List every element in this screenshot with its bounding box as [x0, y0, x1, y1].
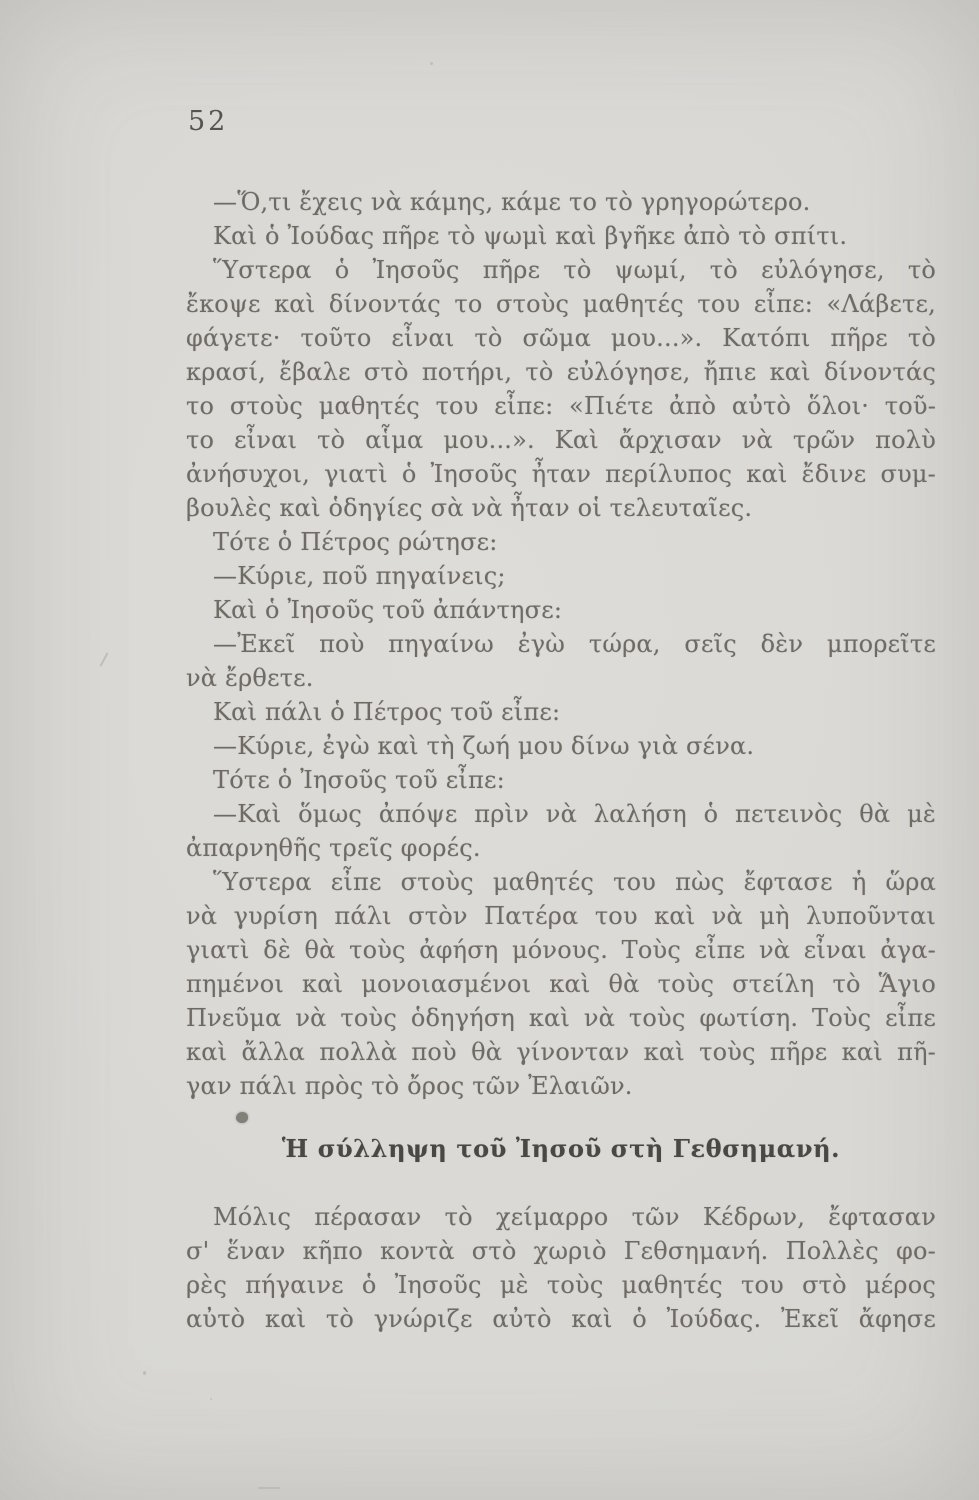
text-line: καὶ ἄλλα πολλὰ ποὺ θὰ γίνονταν καὶ τοὺς πῆρε καὶ πῆ-	[186, 1038, 936, 1066]
paper-speck	[430, 62, 433, 65]
paragraph	[186, 185, 936, 219]
text-line: —Κύριε, ἐγὼ καὶ τὴ ζωή μου δίνω γιὰ σένα.	[213, 732, 755, 760]
paragraph	[186, 695, 936, 729]
text-line: Καὶ ὁ Ἰησοῦς τοῦ ἀπάντησε:	[213, 596, 563, 624]
paragraph	[186, 559, 936, 593]
text-line: Ὕστερα εἶπε στοὺς μαθητές του πὼς ἔφτασε ἡ ὥρα	[213, 868, 936, 896]
text-line: φάγετε· τοῦτο εἶναι τὸ σῶμα μου...». Κατόπι πῆρε τὸ	[186, 324, 936, 352]
paragraph	[186, 729, 936, 763]
paragraph	[186, 253, 936, 525]
paper-speck	[143, 1371, 146, 1375]
paragraph	[186, 525, 936, 559]
text-line: ἀπαρνηθῆς τρεῖς φορές.	[186, 834, 481, 862]
text-block	[186, 185, 936, 1336]
ink-blot	[236, 1112, 248, 1123]
text-line: νὰ γυρίση πάλι στὸν Πατέρα του καὶ νὰ μὴ λυποῦνται	[186, 902, 936, 930]
text-line: αὐτὸ καὶ τὸ γνώριζε αὐτὸ καὶ ὁ Ἰούδας. Ἐκεῖ ἄφησε	[186, 1305, 936, 1333]
text-line: πημένοι καὶ μονοιασμένοι καὶ θὰ τοὺς στείλη τὸ Ἅγιο	[186, 970, 936, 998]
paragraph	[186, 627, 936, 695]
text-line: Καὶ πάλι ὁ Πέτρος τοῦ εἶπε:	[213, 698, 561, 726]
text-line: νὰ ἔρθετε.	[186, 664, 314, 692]
text-line: σ' ἕναν κῆπο κοντὰ στὸ χωριὸ Γεθσημανή. Πολλὲς φο-	[186, 1237, 936, 1265]
text-line: ἔκοψε καὶ δίνοντάς το στοὺς μαθητές του εἶπε: «Λάβετε,	[186, 290, 936, 318]
text-line: —Ὅ,τι ἔχεις νὰ κάμης, κάμε το τὸ γρηγορώτερο.	[213, 188, 811, 216]
text-line: το εἶναι τὸ αἷμα μου...». Καὶ ἄρχισαν νὰ τρῶν πολὺ	[186, 426, 936, 454]
page-number: 52	[188, 106, 229, 137]
paragraph	[186, 865, 936, 1103]
paragraph	[186, 219, 936, 253]
paragraph	[186, 1200, 936, 1336]
text-line: Ὕστερα ὁ Ἰησοῦς πῆρε τὸ ψωμί, τὸ εὐλόγησε, τὸ	[213, 256, 936, 284]
text-line: —Ἐκεῖ ποὺ πηγαίνω ἐγὼ τώρα, σεῖς δὲν μπορεῖτε	[213, 630, 936, 658]
text-line: Τότε ὁ Πέτρος ρώτησε:	[213, 528, 498, 556]
text-line: ρὲς πήγαινε ὁ Ἰησοῦς μὲ τοὺς μαθητές του στὸ μέρος	[186, 1271, 936, 1299]
text-line: —Κύριε, ποῦ πηγαίνεις;	[213, 562, 506, 590]
paper-speck	[210, 1398, 212, 1400]
paragraph	[186, 593, 936, 627]
text-line: κρασί, ἔβαλε στὸ ποτήρι, τὸ εὐλόγησε, ἤπιε καὶ δίνοντάς	[186, 358, 936, 386]
section-heading: Ἡ σύλληψη τοῦ Ἰησοῦ στὴ Γεθσημανή.	[281, 1134, 841, 1163]
text-line: Πνεῦμα νὰ τοὺς ὁδηγήση καὶ νὰ τοὺς φωτίση. Τοὺς εἶπε	[186, 1004, 936, 1032]
paper-scratch	[258, 1487, 280, 1489]
text-line: Τότε ὁ Ἰησοῦς τοῦ εἶπε:	[213, 766, 505, 794]
paper-scratch	[100, 652, 109, 666]
text-line: Μόλις πέρασαν τὸ χείμαρρο τῶν Κέδρων, ἔφτασαν	[213, 1203, 936, 1231]
paragraph	[186, 797, 936, 865]
paper-speck	[820, 1312, 822, 1315]
text-line: ἀνήσυχοι, γιατὶ ὁ Ἰησοῦς ἦταν περίλυπος καὶ ἔδινε συμ-	[186, 460, 936, 488]
paragraph	[186, 763, 936, 797]
text-line: το στοὺς μαθητές του εἶπε: «Πιέτε ἀπὸ αὐτὸ ὅλοι· τοῦ-	[186, 392, 936, 420]
text-line: —Καὶ ὅμως ἀπόψε πρὶν νὰ λαλήση ὁ πετεινὸς θὰ μὲ	[213, 800, 936, 828]
text-line: γαν πάλι πρὸς τὸ ὄρος τῶν Ἐλαιῶν.	[186, 1072, 633, 1100]
text-line: Καὶ ὁ Ἰούδας πῆρε τὸ ψωμὶ καὶ βγῆκε ἀπὸ τὸ σπίτι.	[213, 222, 848, 250]
text-line: γιατὶ δὲ θὰ τοὺς ἀφήση μόνους. Τοὺς εἶπε νὰ εἶναι ἀγα-	[186, 936, 936, 964]
paper-speck	[905, 640, 908, 643]
text-line: βουλὲς καὶ ὁδηγίες σὰ νὰ ἦταν οἱ τελευταῖες.	[186, 494, 753, 522]
